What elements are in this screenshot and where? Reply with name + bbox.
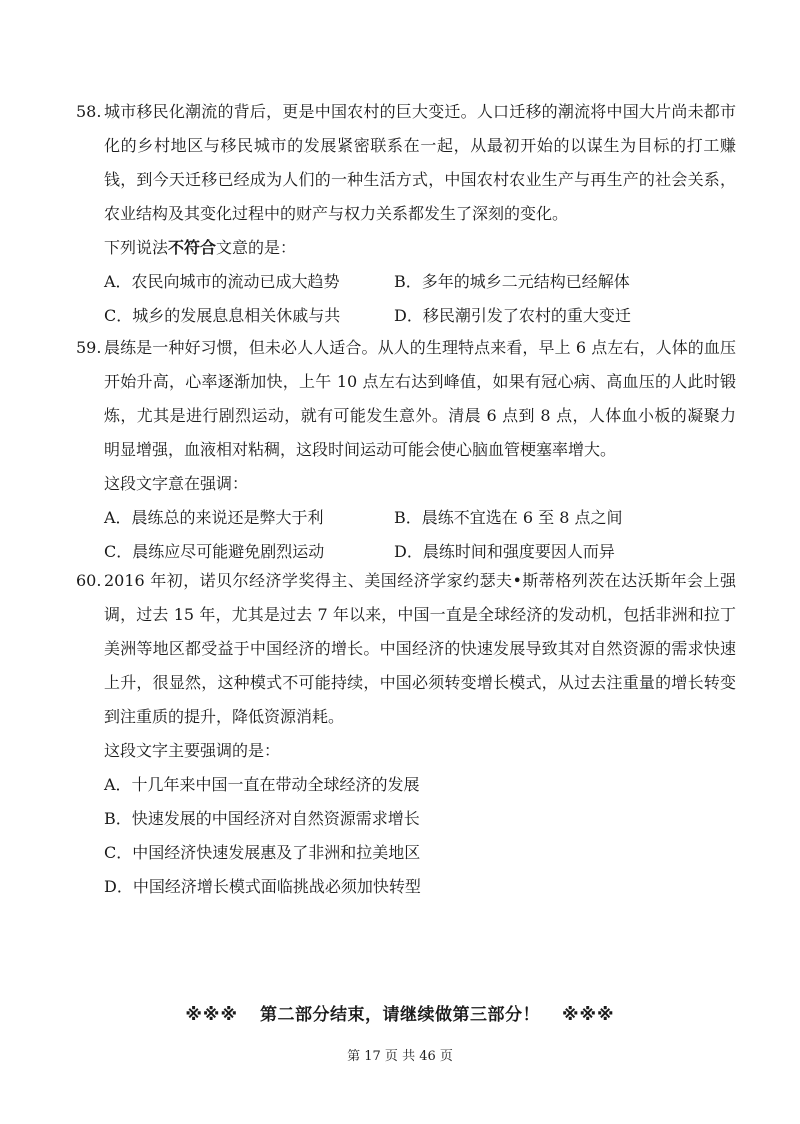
option-c: C．城乡的发展息息相关休戚与共 — [104, 306, 341, 325]
option-c: C．晨练应尽可能避免剧烈运动 — [104, 542, 325, 561]
options-list — [104, 768, 736, 904]
prompt-text: 下列说法 — [104, 238, 169, 257]
prompt-text: 文意的是： — [216, 238, 297, 257]
option-d: D．晨练时间和强度要因人而异 — [394, 542, 615, 561]
question-stem: 2016 年初，诺贝尔经济学奖得主、美国经济学家约瑟夫•斯蒂格列茨在达沃斯年会上强调，过去 15 年，尤其是过去 7 年以来，中国一直是全球经济的发动机，包括非洲和拉丁美洲等地区都受益于中国经济的增长。中国经济的快速发展导致其对自然资源的需求快速上升，很显然，这种模式不可能持续，中国必须转变增长模式，从过去注重量的增长转变到注重质的提升，降低资源消耗。 — [104, 571, 736, 726]
option-d: D．移民潮引发了农村的重大变迁 — [394, 306, 631, 325]
question-number: 59. — [76, 338, 102, 357]
option-a: A．晨练总的来说还是弊大于利 — [104, 508, 324, 527]
section-end-banner — [0, 1000, 800, 1025]
option-b: B．多年的城乡二元结构已经解体 — [394, 272, 630, 291]
page-number: 第 17 页 共 46 页 — [347, 1049, 453, 1064]
option-c: C．中国经济快速发展惠及了非洲和拉美地区 — [104, 843, 421, 862]
options-grid — [104, 265, 736, 333]
decorative-stars-left: ※※※ — [185, 1005, 238, 1025]
options-grid — [104, 501, 736, 569]
question-prompt: 这段文字意在强调： — [104, 474, 249, 493]
question-58 — [76, 95, 736, 333]
option-d: D．中国经济增长模式面临挑战必须加快转型 — [104, 877, 421, 896]
option-a: A．农民向城市的流动已成大趋势 — [104, 272, 340, 291]
question-stem: 晨练是一种好习惯，但未必人人适合。从人的生理特点来看，早上 6 点左右，人体的血压开始升高，心率逐渐加快，上午 10 点左右达到峰值，如果有冠心病、高血压的人此时锻炼，尤其是进行剧烈运动，就有可能发生意外。清晨 6 点到 8 点，人体血小板的凝聚力明显增强，血液相对粘稠，这段时间运动可能会使心脑血管梗塞率增大。 — [104, 338, 736, 459]
section-end-message: 第二部分结束，请继续做第三部分！ — [260, 1005, 540, 1025]
question-60 — [76, 564, 736, 904]
question-number: 60. — [76, 571, 102, 590]
question-59 — [76, 331, 736, 569]
question-stem: 城市移民化潮流的背后，更是中国农村的巨大变迁。人口迁移的潮流将中国大片尚未都市化的乡村地区与移民城市的发展紧密联系在一起，从最初开始的以谋生为目标的打工赚钱，到今天迁移已经成为人们的一种生活方式，中国农村农业生产与再生产的社会关系，农业结构及其变化过程中的财产与权力关系都发生了深刻的变化。 — [104, 102, 736, 223]
question-prompt: 这段文字主要强调的是： — [104, 741, 281, 760]
option-b: B．快速发展的中国经济对自然资源需求增长 — [104, 809, 420, 828]
question-number: 58. — [76, 102, 102, 121]
decorative-stars-right: ※※※ — [562, 1005, 615, 1025]
option-a: A．十几年来中国一直在带动全球经济的发展 — [104, 775, 420, 794]
prompt-highlight: 不符合 — [168, 238, 217, 257]
question-prompt — [104, 231, 736, 265]
option-b: B．晨练不宜选在 6 至 8 点之间 — [394, 508, 623, 527]
